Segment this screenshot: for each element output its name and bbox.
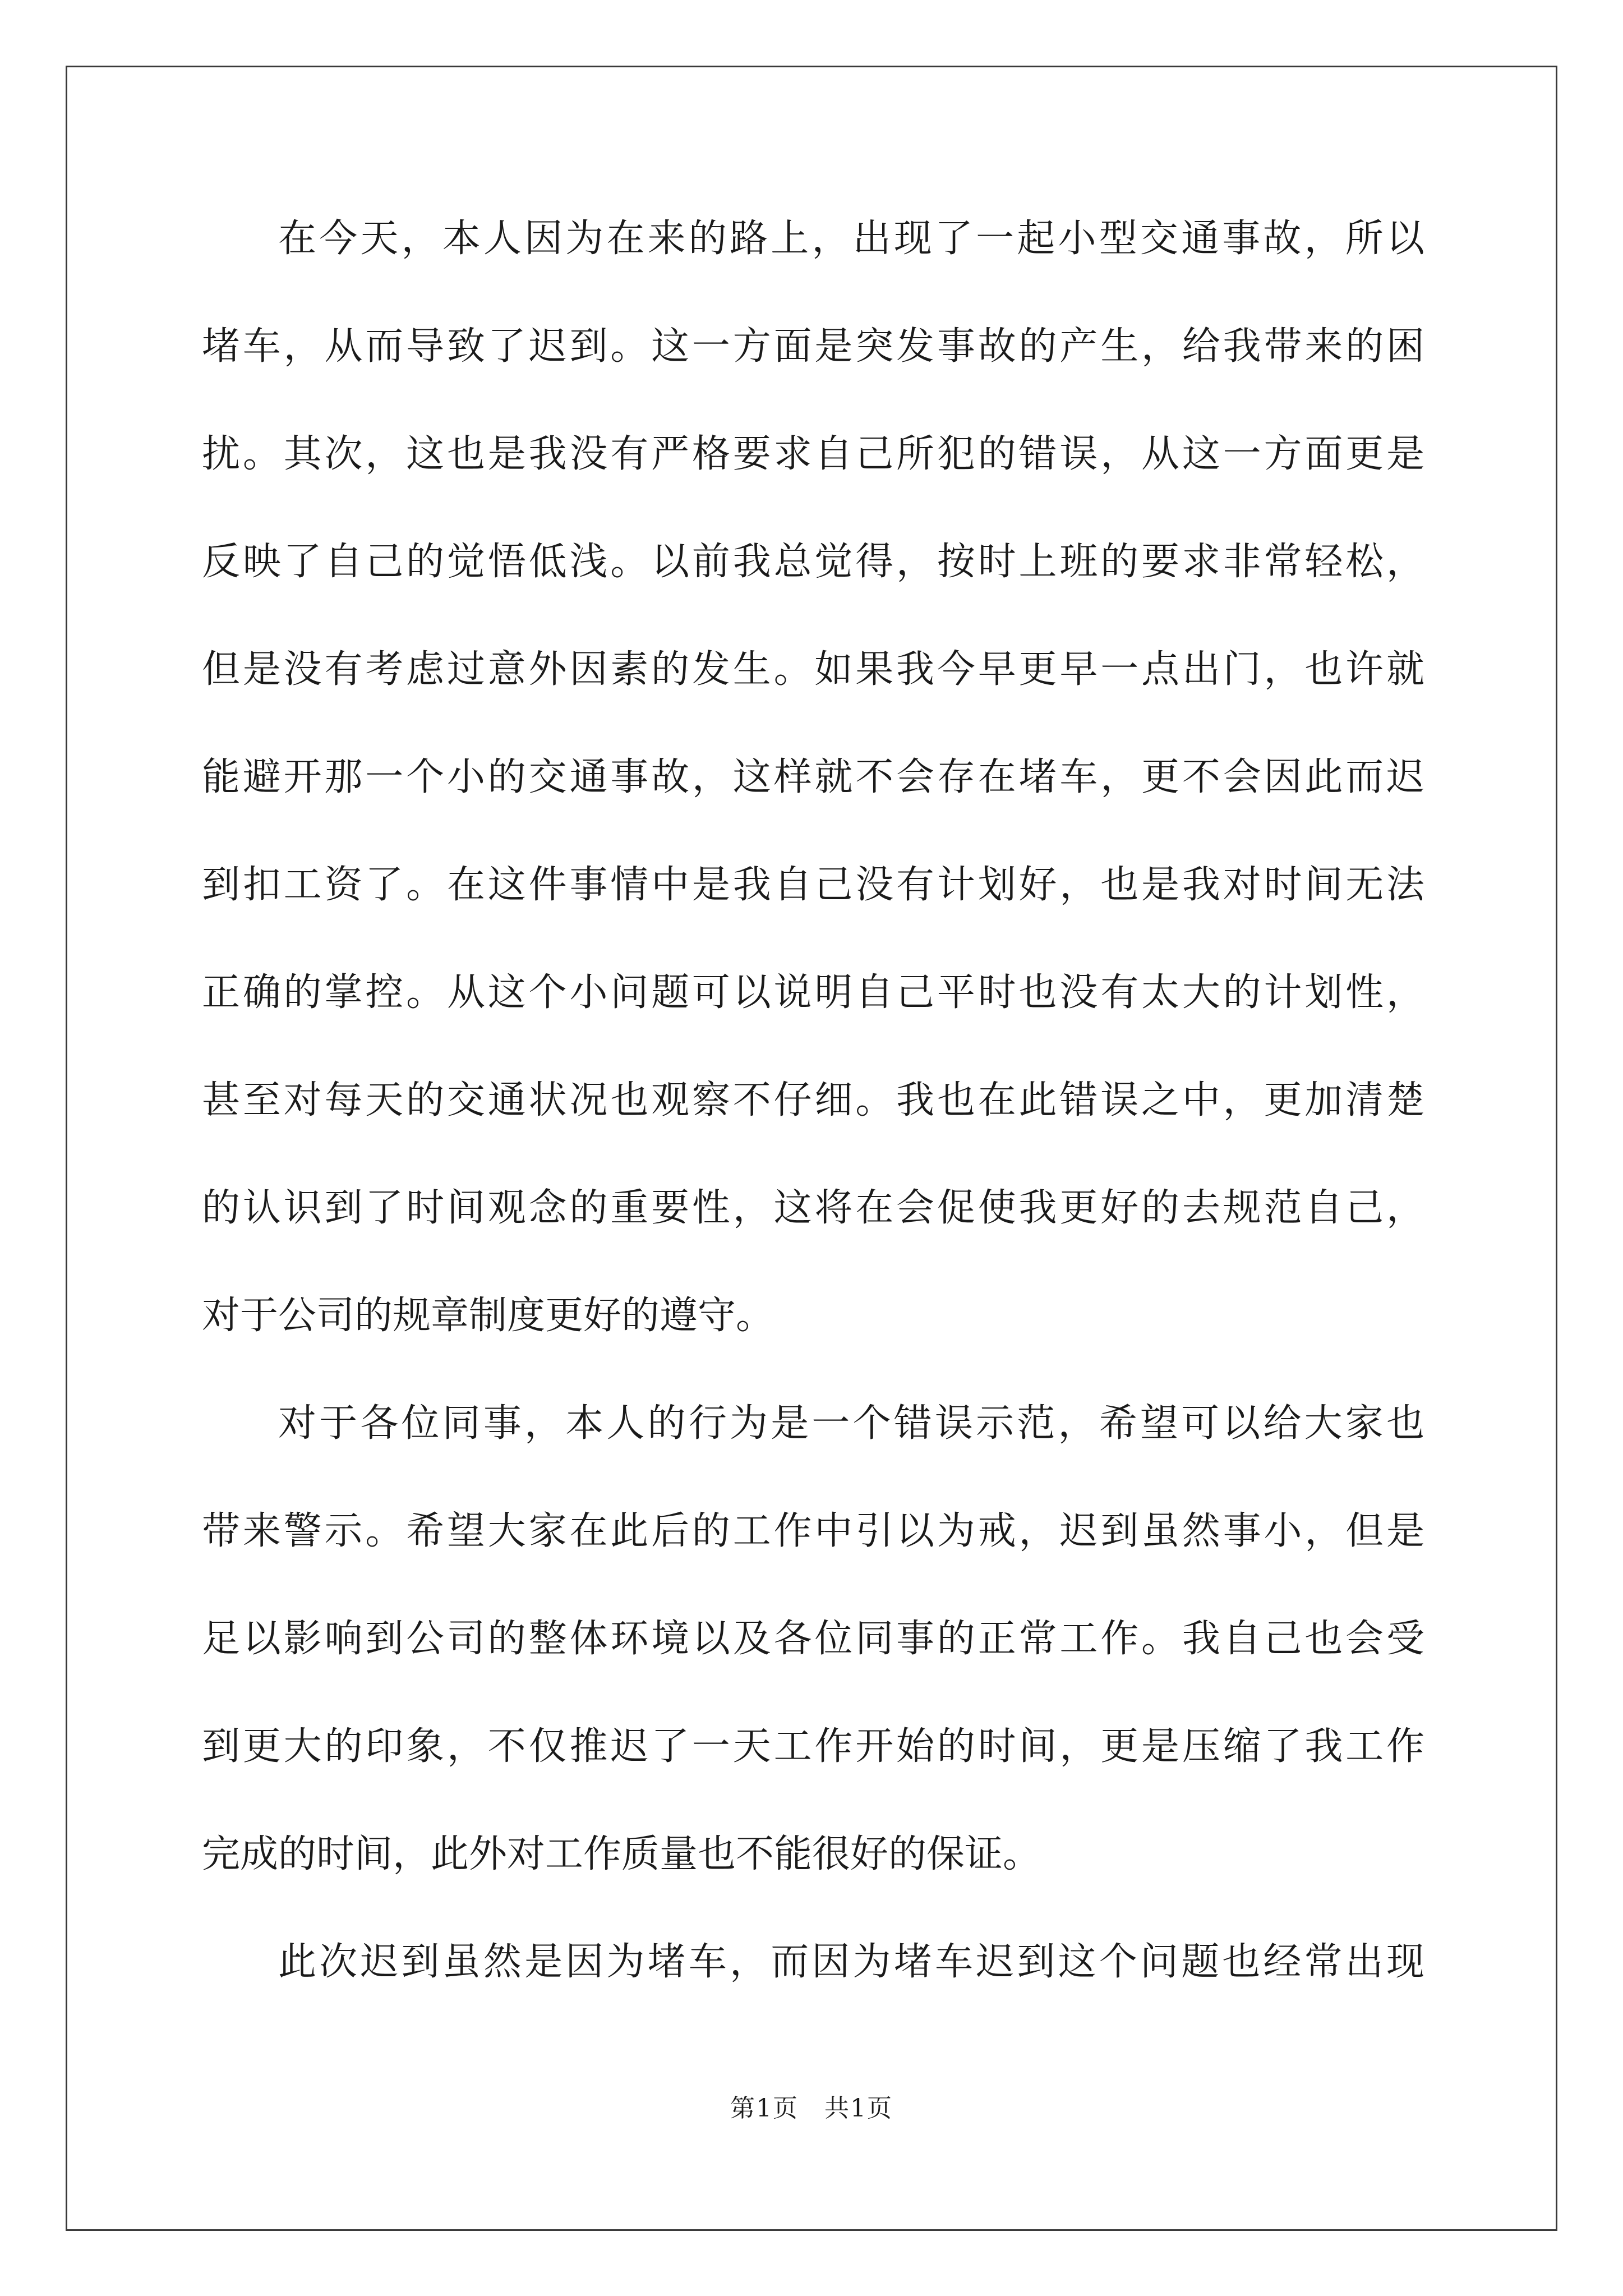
text-line: 足以影响到公司的整体环境以及各位同事的正常工作。我自己也会受 [202, 1617, 1424, 1661]
document-body [202, 185, 1424, 2016]
paragraph [202, 1908, 1424, 2016]
text-line: 堵车，从而导致了迟到。这一方面是突发事故的产生，给我带来的困 [202, 324, 1424, 369]
text-line: 对于公司的规章制度更好的遵守。 [202, 1294, 774, 1338]
paragraph [202, 1370, 1424, 1908]
text-line: 的认识到了时间观念的重要性，这将在会促使我更好的去规范自己， [202, 1186, 1424, 1230]
text-line: 对于各位同事，本人的行为是一个错误示范，希望可以给大家也 [278, 1401, 1424, 1446]
paragraph [202, 185, 1424, 1370]
text-line: 能避开那一个小的交通事故，这样就不会存在堵车，更不会因此而迟 [202, 755, 1424, 799]
text-line: 完成的时间，此外对工作质量也不能很好的保证。 [202, 1832, 1041, 1876]
text-line: 到更大的印象，不仅推迟了一天工作开始的时间，更是压缩了我工作 [202, 1724, 1424, 1769]
text-line: 到扣工资了。在这件事情中是我自己没有计划好，也是我对时间无法 [202, 863, 1424, 907]
text-line: 反映了自己的觉悟低浅。以前我总觉得，按时上班的要求非常轻松， [202, 540, 1424, 584]
text-line: 甚至对每天的交通状况也观察不仔细。我也在此错误之中，更加清楚 [202, 1078, 1424, 1122]
text-line: 带来警示。希望大家在此后的工作中引以为戒，迟到虽然事小，但是 [202, 1509, 1424, 1553]
text-line: 正确的掌控。从这个小问题可以说明自己平时也没有太大的计划性， [202, 970, 1424, 1015]
text-line: 此次迟到虽然是因为堵车，而因为堵车迟到这个问题也经常出现 [278, 1940, 1424, 1984]
text-line: 扰。其次，这也是我没有严格要求自己所犯的错误，从这一方面更是 [202, 432, 1424, 476]
page-footer: 第1页 共1页 [730, 2094, 893, 2123]
text-line: 在今天，本人因为在来的路上，出现了一起小型交通事故，所以 [278, 217, 1424, 261]
text-line: 但是没有考虑过意外因素的发生。如果我今早更早一点出门，也许就 [202, 647, 1424, 692]
